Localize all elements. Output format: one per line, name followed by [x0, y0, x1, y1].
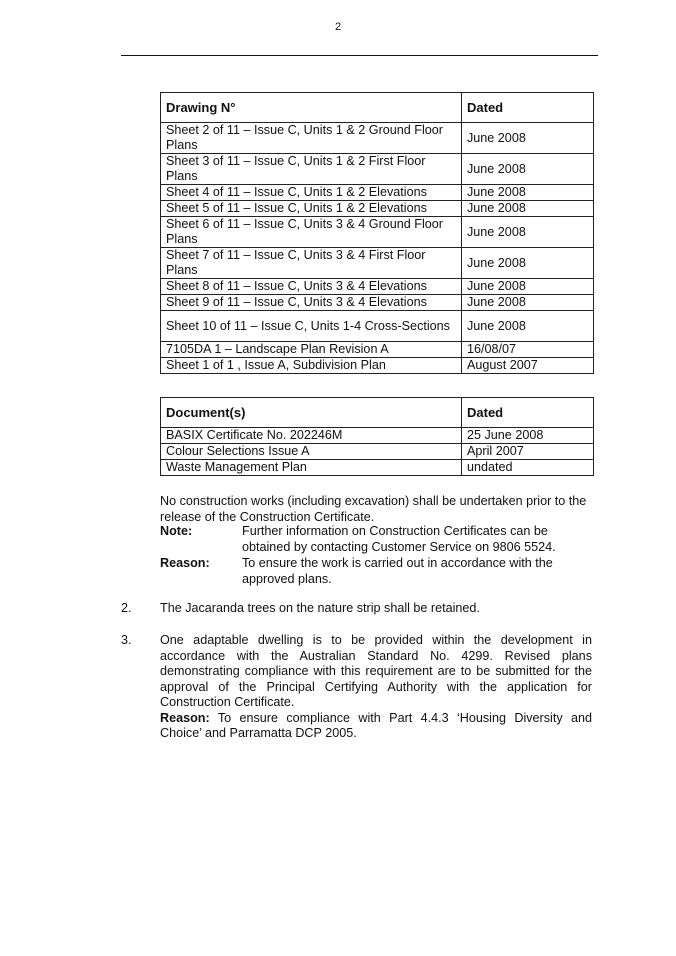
- documents-header-row: [161, 398, 594, 428]
- drawing-cell: Sheet 2 of 11 – Issue C, Units 1 & 2 Ground Floor Plans: [161, 123, 462, 154]
- drawing-cell: Sheet 3 of 11 – Issue C, Units 1 & 2 First Floor Plans: [161, 154, 462, 185]
- drawing-cell: Sheet 4 of 11 – Issue C, Units 1 & 2 Elevations: [161, 185, 462, 201]
- documents-table: [160, 397, 594, 476]
- construction-works-paragraph: No construction works (including excavation) shall be undertaken prior to the release of the Construction Certificate.: [160, 494, 587, 524]
- table-row: [161, 358, 594, 374]
- condition-3-text: [160, 633, 592, 742]
- table-row: [161, 185, 594, 201]
- condition-3-reason-text: To ensure compliance with Part 4.4.3 ‘Housing Diversity and Choice’ and Parramatta DCP 2005.: [160, 710, 592, 740]
- table-row: [161, 295, 594, 311]
- reason-label: Reason:: [160, 556, 210, 570]
- dated-cell: August 2007: [462, 358, 594, 374]
- dated-cell: 16/08/07: [462, 342, 594, 358]
- table-row: [161, 217, 594, 248]
- condition-3-reason-label: Reason:: [160, 710, 210, 725]
- table-row: [161, 428, 594, 444]
- dated-cell: June 2008: [462, 248, 594, 279]
- document-cell: BASIX Certificate No. 202246M: [161, 428, 462, 444]
- dated-cell: June 2008: [462, 201, 594, 217]
- page-number: 2: [334, 21, 342, 33]
- dated-cell: June 2008: [462, 311, 594, 342]
- table-row: [161, 460, 594, 476]
- drawing-cell: Sheet 6 of 11 – Issue C, Units 3 & 4 Ground Floor Plans: [161, 217, 462, 248]
- table-row: [161, 342, 594, 358]
- table-row: [161, 123, 594, 154]
- dated-cell: June 2008: [462, 295, 594, 311]
- dated-cell: undated: [462, 460, 594, 476]
- drawings-header-dated: Dated: [462, 93, 594, 123]
- dated-cell: June 2008: [462, 279, 594, 295]
- table-row: [161, 279, 594, 295]
- drawing-cell: Sheet 1 of 1 , Issue A, Subdivision Plan: [161, 358, 462, 374]
- drawings-header-drawing: Drawing N°: [161, 93, 462, 123]
- condition-3-body: One adaptable dwelling is to be provided within the development in accordance with the Australian Standard No. 4299. Revised plans demonstrating compliance with this requirement are to be submitted for the approval of the Principal Certifying Authority with the application for Construction Certificate.: [160, 633, 592, 709]
- table-row: [161, 154, 594, 185]
- dated-cell: 25 June 2008: [462, 428, 594, 444]
- note-label: Note:: [160, 524, 193, 538]
- condition-2-text: The Jacaranda trees on the nature strip shall be retained.: [160, 601, 480, 615]
- header-rule: [121, 55, 598, 56]
- drawing-cell: Sheet 7 of 11 – Issue C, Units 3 & 4 First Floor Plans: [161, 248, 462, 279]
- drawing-cell: Sheet 5 of 11 – Issue C, Units 1 & 2 Elevations: [161, 201, 462, 217]
- table-row: [161, 248, 594, 279]
- documents-header-document: Document(s): [161, 398, 462, 428]
- drawing-cell: 7105DA 1 – Landscape Plan Revision A: [161, 342, 462, 358]
- table-row: [161, 201, 594, 217]
- document-cell: Colour Selections Issue A: [161, 444, 462, 460]
- reason-text: To ensure the work is carried out in accordance with the approved plans.: [242, 556, 553, 586]
- dated-cell: June 2008: [462, 217, 594, 248]
- drawing-cell: Sheet 9 of 11 – Issue C, Units 3 & 4 Elevations: [161, 295, 462, 311]
- dated-cell: June 2008: [462, 154, 594, 185]
- dated-cell: April 2007: [462, 444, 594, 460]
- dated-cell: June 2008: [462, 185, 594, 201]
- drawings-header-row: [161, 93, 594, 123]
- document-cell: Waste Management Plan: [161, 460, 462, 476]
- dated-cell: June 2008: [462, 123, 594, 154]
- note-text: Further information on Construction Certificates can be obtained by contacting Customer Service on 9806 5524.: [242, 524, 556, 554]
- condition-number: 2.: [121, 601, 132, 615]
- documents-header-dated: Dated: [462, 398, 594, 428]
- drawings-table: [160, 92, 594, 374]
- table-row: [161, 311, 594, 342]
- condition-number: 3.: [121, 633, 132, 647]
- drawing-cell: Sheet 10 of 11 – Issue C, Units 1-4 Cross-Sections: [161, 311, 462, 342]
- table-row: [161, 444, 594, 460]
- drawing-cell: Sheet 8 of 11 – Issue C, Units 3 & 4 Elevations: [161, 279, 462, 295]
